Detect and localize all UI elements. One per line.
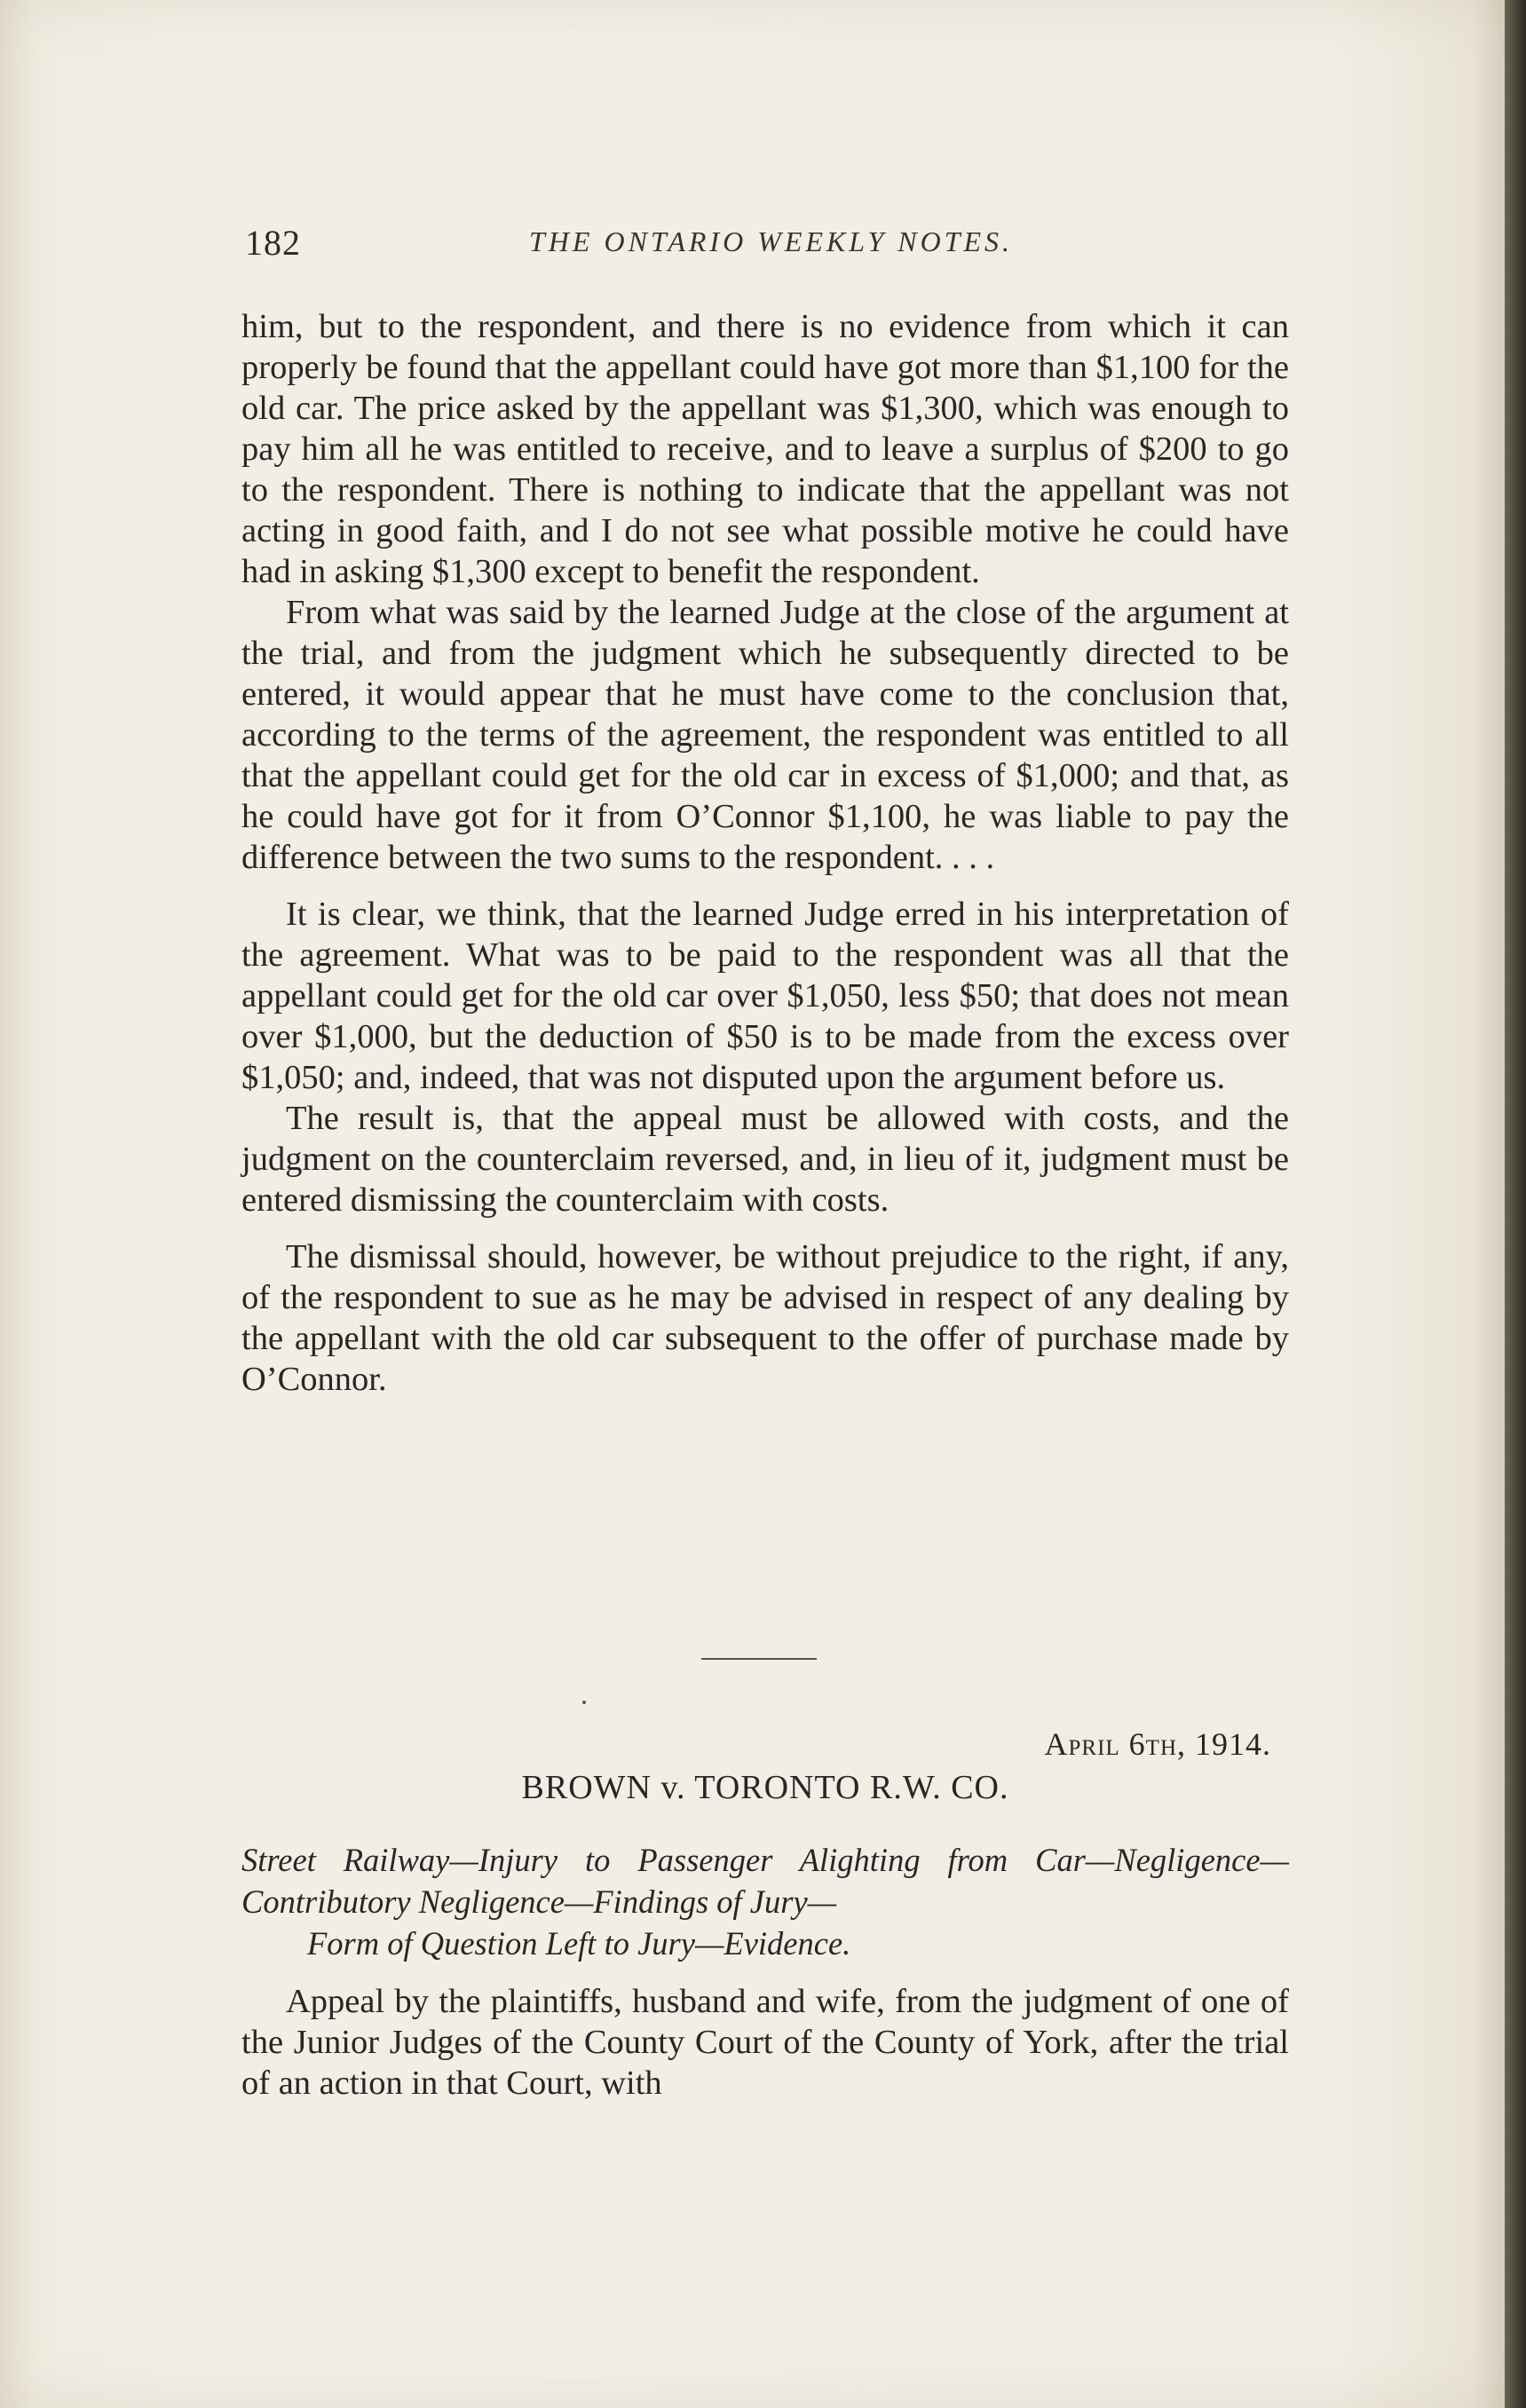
headnote-line-1: Street Railway—Injury to Passenger Alighting from Car—Negligence—Contributory Negligence—Findings of Jury—: [241, 1842, 1289, 1920]
headnote-line-2: Form of Question Left to Jury—Evidence.: [307, 1925, 851, 1962]
paragraph-1: him, but to the respondent, and there is no evidence from which it can properly be found that the appellant could have got more than $1,100 for the old car. The price asked by the appellant was $1,300, which was enough to pay him all he was entitled to receive, and to leave a surplus of $200 to go to the respondent. There is nothing to indicate that the appellant was not acting in good faith, and I do not see what possible motive he could have had in asking $1,300 except to benefit the respondent.: [241, 308, 1289, 590]
print-speck: [582, 1701, 586, 1704]
page-edge-shadow: [1505, 0, 1526, 2408]
paragraph-2: From what was said by the learned Judge at the close of the argument at the trial, and from the judgment which he subsequently directed to be entered, it would appear that he must have come to the conclusion that, according to the terms of the agreement, the respondent was entitled to all that the appellant could get for the old car in excess of $1,000; and that, as he could have got for it from O’Connor $1,100, he was liable to pay the difference between the two sums to the respondent. . . .: [241, 594, 1289, 876]
case-title: BROWN v. TORONTO R.W. CO.: [521, 1769, 1009, 1806]
paragraph-4: The result is, that the appeal must be allowed with costs, and the judgment on the counterclaim reversed, and, in lieu of it, judgment must be entered dismissing the counterclaim with costs.: [241, 1100, 1289, 1219]
paragraph-5: The dismissal should, however, be without prejudice to the right, if any, of the respondent to sue as he may be advised in respect of any dealing by the appellant with the old car subsequent to the offer of purchase made by O’Connor.: [241, 1238, 1289, 1398]
running-head: [245, 222, 1293, 266]
section-divider: [701, 1658, 817, 1660]
page-number: 182: [245, 223, 301, 263]
case-headnote: [241, 1839, 1289, 1964]
appeal-paragraph: Appeal by the plaintiffs, husband and wife, from the judgment of one of the Junior Judges of the County Court of the County of York, after the trial of an action in that Court, with: [241, 1983, 1289, 2102]
journal-title: THE ONTARIO WEEKLY NOTES.: [529, 225, 1014, 257]
case-date: April 6th, 1914.: [1044, 1726, 1271, 1762]
paragraph-3: It is clear, we think, that the learned Judge erred in his interpretation of the agreement. What was to be paid to the respondent was all that the appellant could get for the old car over $1,050, less $50; that does not mean over $1,000, but the deduction of $50 is to be made from the excess over $1,050; and, indeed, that was not disputed upon the argument before us.: [241, 896, 1289, 1096]
opinion-text: [241, 306, 1289, 1400]
